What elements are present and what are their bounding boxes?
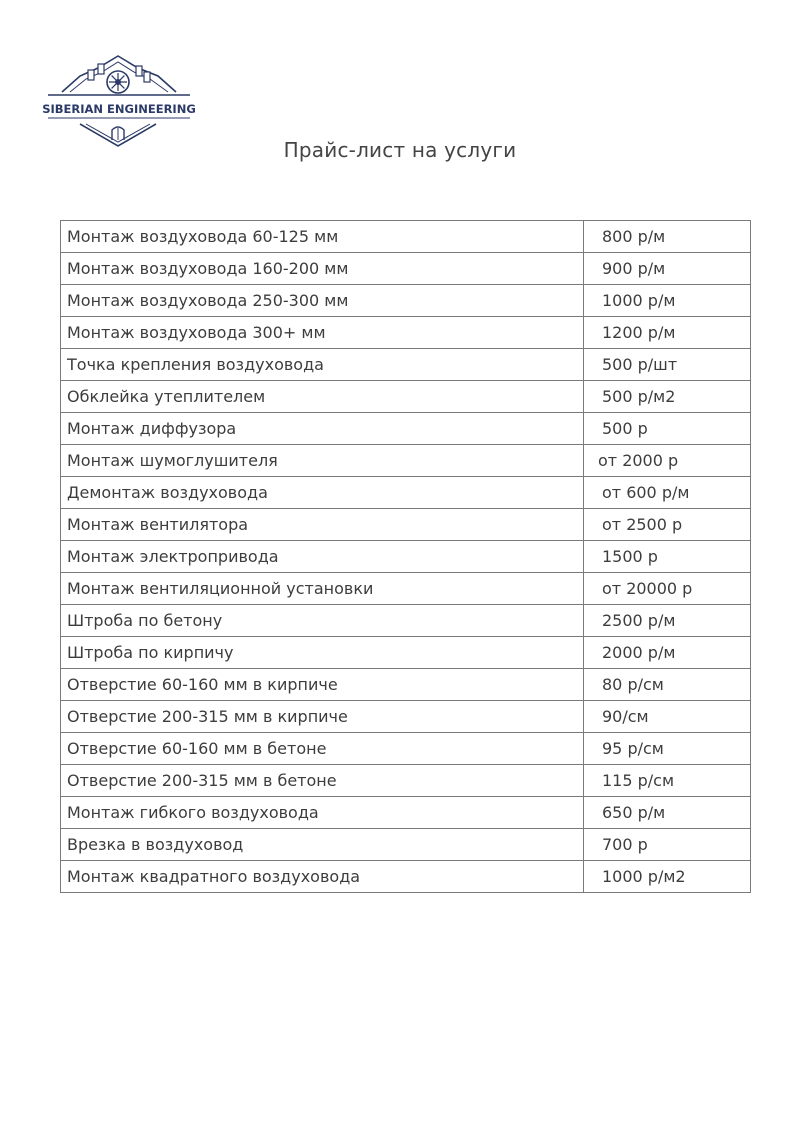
price-cell: 800 р/м: [584, 221, 751, 253]
table-row: [61, 829, 751, 861]
page-title: Прайс-лист на услуги: [283, 138, 517, 162]
price-cell: 115 р/см: [584, 765, 751, 797]
service-cell: Монтаж квадратного воздуховода: [61, 861, 584, 893]
table-row: [61, 253, 751, 285]
price-cell: 2000 р/м: [584, 637, 751, 669]
service-cell: Монтаж электропривода: [61, 541, 584, 573]
service-cell: Отверстие 60-160 мм в кирпиче: [61, 669, 584, 701]
price-cell: от 600 р/м: [584, 477, 751, 509]
price-cell: 900 р/м: [584, 253, 751, 285]
price-cell: 1200 р/м: [584, 317, 751, 349]
siberian-engineering-logo-icon: [40, 52, 200, 152]
logo-company-name: SIBERIAN ENGINEERING: [42, 102, 196, 116]
service-cell: Монтаж шумоглушителя: [61, 445, 584, 477]
service-cell: Монтаж вентилятора: [61, 509, 584, 541]
table-row: [61, 477, 751, 509]
table-row: [61, 285, 751, 317]
table-row: [61, 637, 751, 669]
table-row: [61, 541, 751, 573]
price-cell: 500 р/м2: [584, 381, 751, 413]
price-cell: от 2000 р: [584, 445, 751, 477]
service-cell: Монтаж воздуховода 250-300 мм: [61, 285, 584, 317]
table-row: [61, 509, 751, 541]
price-cell: 1000 р/м: [584, 285, 751, 317]
price-cell: 2500 р/м: [584, 605, 751, 637]
table-row: [61, 573, 751, 605]
service-cell: Монтаж гибкого воздуховода: [61, 797, 584, 829]
service-cell: Точка крепления воздуховода: [61, 349, 584, 381]
service-cell: Монтаж диффузора: [61, 413, 584, 445]
table-row: [61, 381, 751, 413]
service-cell: Штроба по кирпичу: [61, 637, 584, 669]
table-row: [61, 349, 751, 381]
table-row: [61, 413, 751, 445]
price-cell: 700 р: [584, 829, 751, 861]
service-cell: Монтаж вентиляционной установки: [61, 573, 584, 605]
price-cell: 90/см: [584, 701, 751, 733]
service-cell: Отверстие 60-160 мм в бетоне: [61, 733, 584, 765]
price-cell: 500 р/шт: [584, 349, 751, 381]
price-cell: 1000 р/м2: [584, 861, 751, 893]
price-table: [60, 220, 751, 893]
price-cell: 500 р: [584, 413, 751, 445]
table-row: [61, 797, 751, 829]
table-row: [61, 733, 751, 765]
price-cell: 650 р/м: [584, 797, 751, 829]
price-cell: 1500 р: [584, 541, 751, 573]
price-cell: от 2500 р: [584, 509, 751, 541]
table-row: [61, 317, 751, 349]
service-cell: Монтаж воздуховода 300+ мм: [61, 317, 584, 349]
service-cell: Врезка в воздуховод: [61, 829, 584, 861]
price-cell: 80 р/см: [584, 669, 751, 701]
service-cell: Демонтаж воздуховода: [61, 477, 584, 509]
table-row: [61, 605, 751, 637]
table-row: [61, 669, 751, 701]
service-cell: Отверстие 200-315 мм в бетоне: [61, 765, 584, 797]
table-row: [61, 221, 751, 253]
service-cell: Штроба по бетону: [61, 605, 584, 637]
service-cell: Монтаж воздуховода 160-200 мм: [61, 253, 584, 285]
company-logo: [40, 52, 200, 152]
service-cell: Отверстие 200-315 мм в кирпиче: [61, 701, 584, 733]
service-cell: Монтаж воздуховода 60-125 мм: [61, 221, 584, 253]
table-row: [61, 765, 751, 797]
price-cell: 95 р/см: [584, 733, 751, 765]
service-cell: Обклейка утеплителем: [61, 381, 584, 413]
table-row: [61, 445, 751, 477]
table-row: [61, 861, 751, 893]
table-row: [61, 701, 751, 733]
price-cell: от 20000 р: [584, 573, 751, 605]
